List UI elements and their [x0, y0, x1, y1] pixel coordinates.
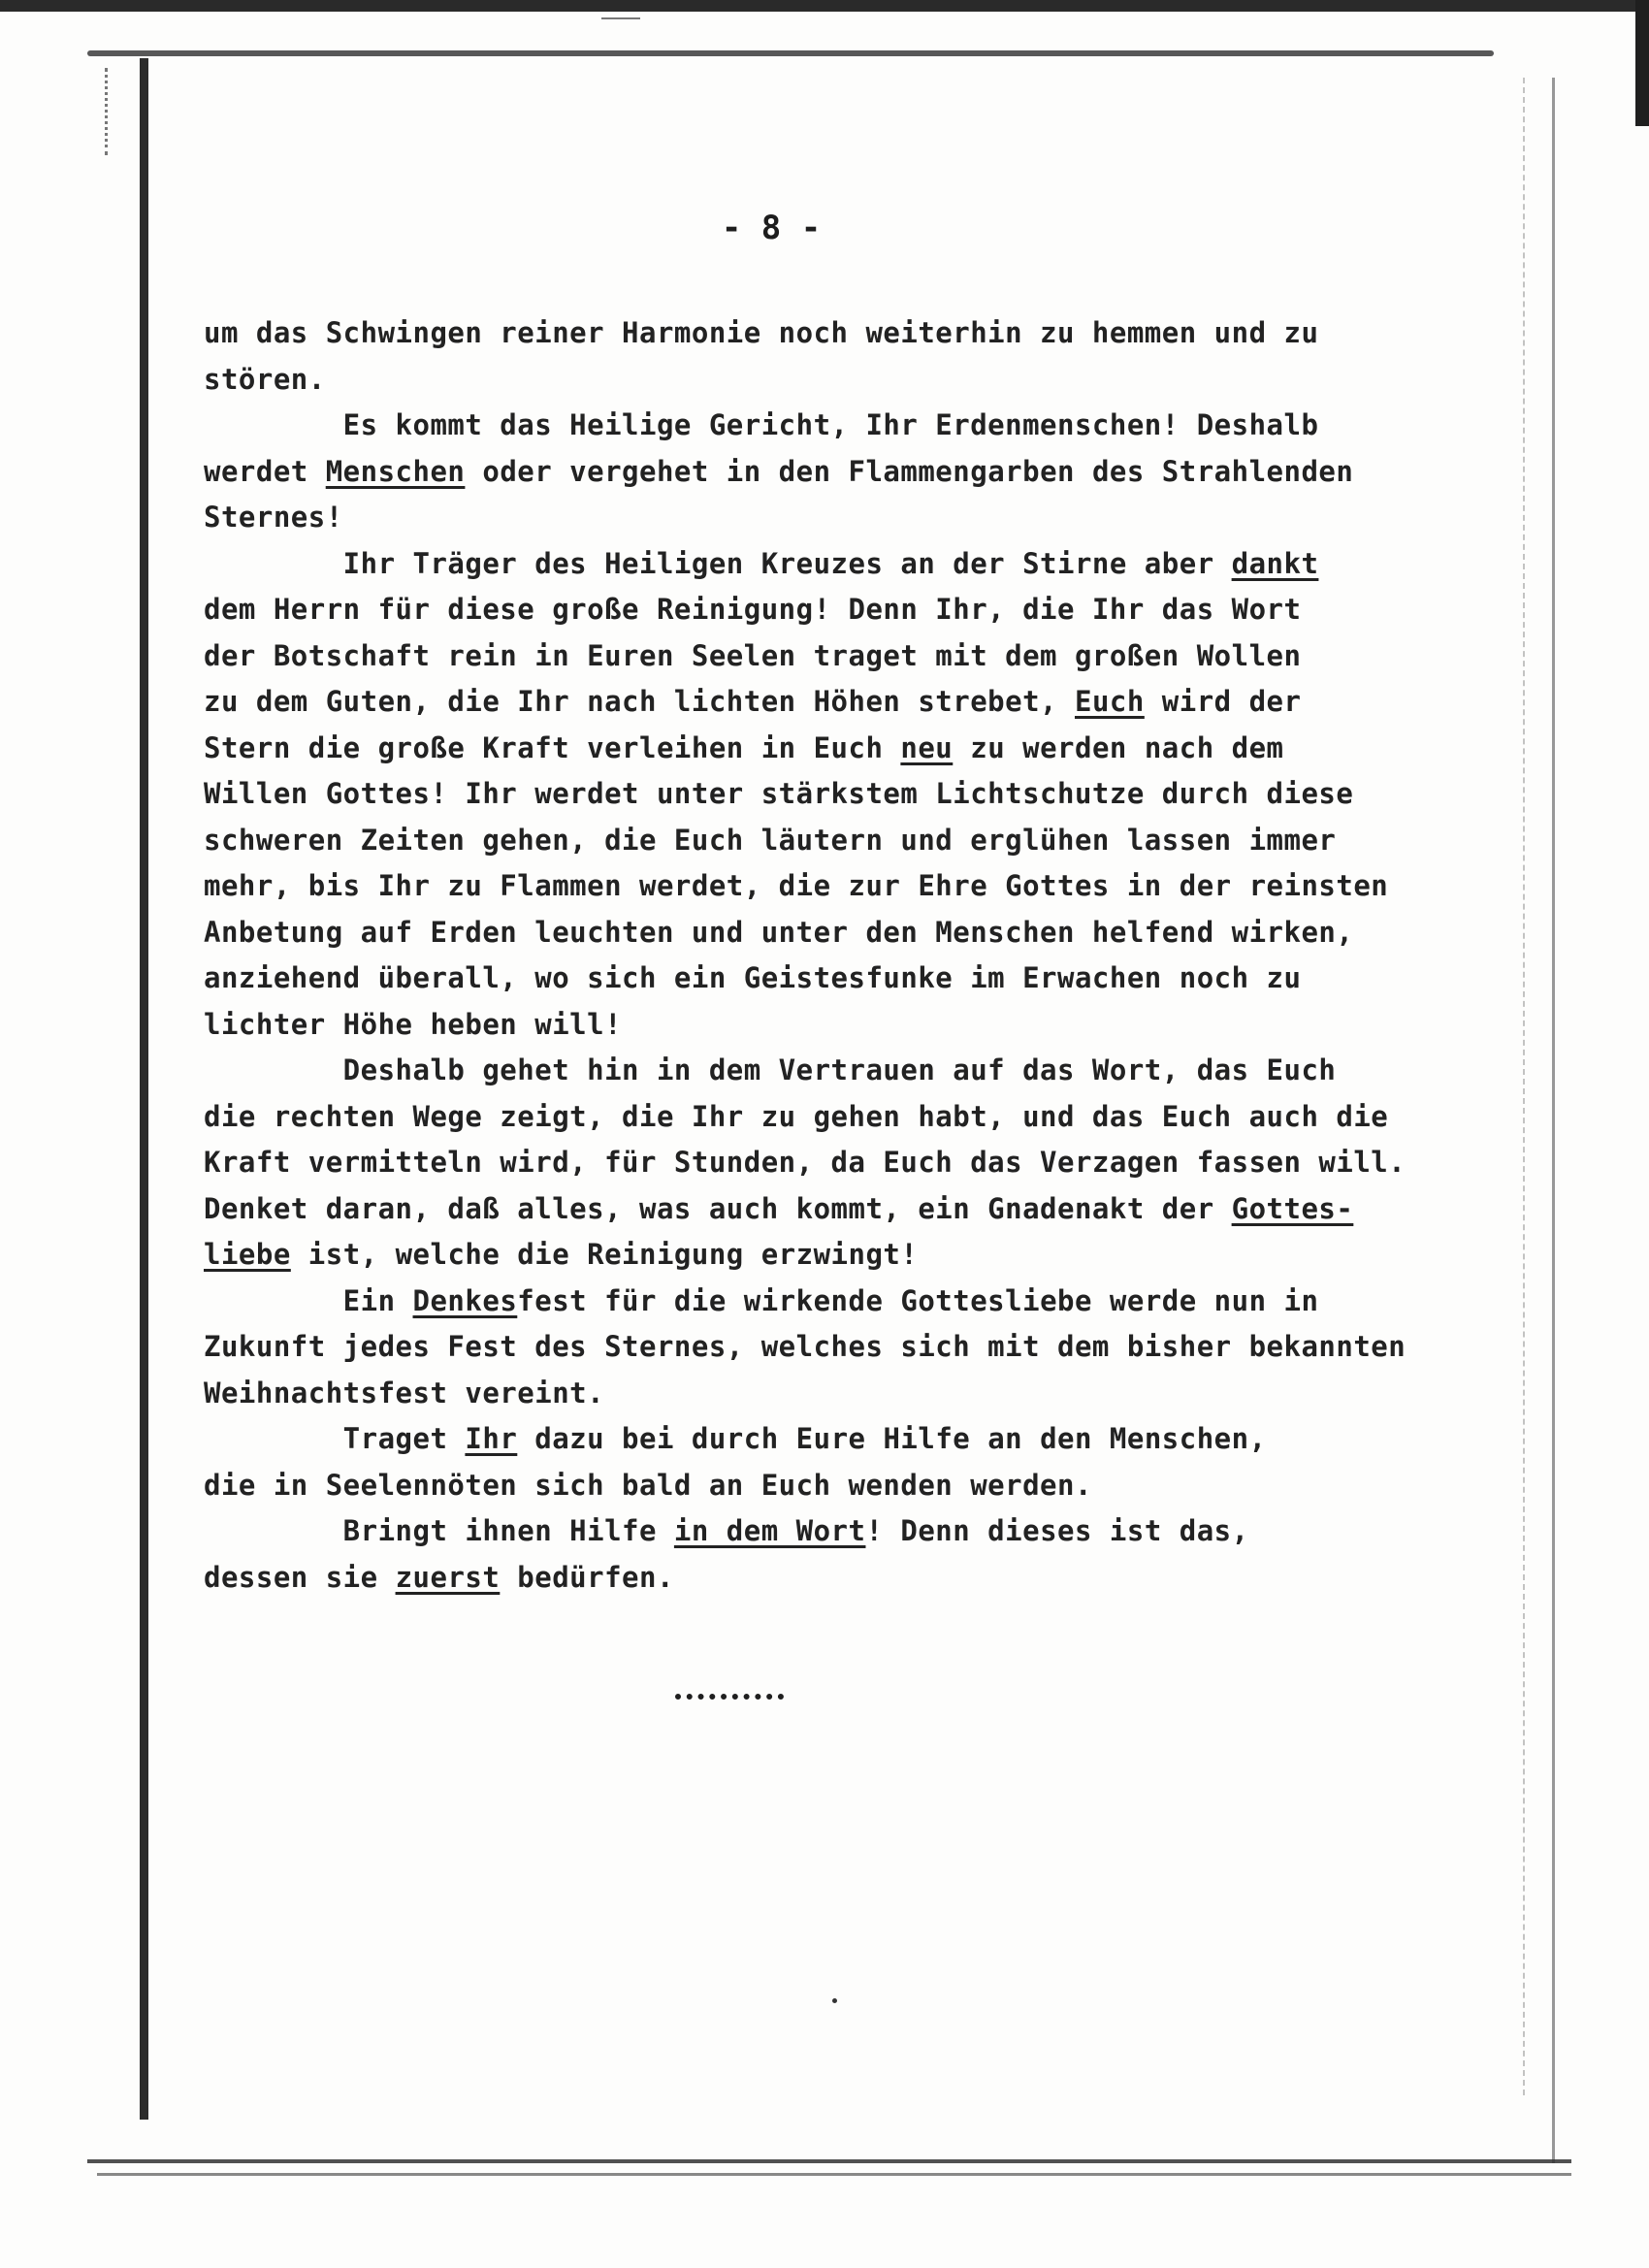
text-line: [204, 726, 1494, 772]
page-number: - 8 -: [721, 209, 822, 247]
text-segment: stören.: [204, 362, 326, 396]
text-segment: zu werden nach dem: [953, 730, 1284, 764]
text-segment: Weihnachtsfest vereint.: [204, 1376, 605, 1409]
text-segment: lichter Höhe heben will!: [204, 1007, 623, 1041]
underlined-word: zuerst: [395, 1560, 501, 1594]
text-line: [204, 771, 1494, 818]
text-line: [204, 1371, 1494, 1417]
text-line: [204, 1048, 1494, 1094]
typewritten-body: [204, 310, 1494, 1601]
text-segment: dazu bei durch Eure Hilfe an den Menschen,: [517, 1422, 1267, 1455]
text-line: [204, 403, 1494, 449]
text-line: [204, 541, 1494, 588]
text-segment: Willen Gottes! Ihr werdet unter stärkstem Lichtschutze durch diese: [204, 777, 1354, 810]
scan-edge-top: [0, 0, 1649, 12]
text-line: [204, 1555, 1494, 1602]
scan-edge-right: [1635, 0, 1649, 126]
text-line: [204, 863, 1494, 910]
text-segment: mehr, bis Ihr zu Flammen werdet, die zur Ehre Gottes in der reinsten: [204, 869, 1389, 902]
text-segment: Zukunft jedes Fest des Sternes, welches sich mit dem bisher bekannten: [204, 1330, 1406, 1363]
text-line: [204, 587, 1494, 633]
text-line: [204, 1279, 1494, 1325]
scan-border-left: [140, 58, 148, 2120]
text-segment: Ein: [204, 1283, 413, 1317]
text-line: [204, 495, 1494, 541]
text-line: [204, 1140, 1494, 1186]
text-segment: bedürfen.: [500, 1560, 674, 1594]
text-segment: um das Schwingen reiner Harmonie noch weiterhin zu hemmen und zu: [204, 316, 1319, 349]
text-segment: dessen sie: [204, 1560, 396, 1594]
text-segment: ! Denn dieses ist das,: [865, 1514, 1249, 1547]
text-line: [204, 1002, 1494, 1049]
text-line: [204, 818, 1494, 864]
text-segment: Bringt ihnen Hilfe: [204, 1514, 674, 1547]
text-line: [204, 1324, 1494, 1371]
underlined-word: dankt: [1231, 546, 1319, 580]
scan-border-right-faint: [1523, 78, 1531, 2095]
text-line: [204, 679, 1494, 726]
underlined-word: liebe: [204, 1238, 291, 1271]
scan-border-top: [87, 50, 1494, 56]
text-line: [204, 1463, 1494, 1509]
underlined-word: Euch: [1074, 685, 1145, 718]
scan-speck: [832, 1998, 837, 2003]
punch-marks: [105, 68, 113, 155]
text-line: [204, 1508, 1494, 1555]
text-line: [204, 1416, 1494, 1463]
text-segment: dem Herrn für diese große Reinigung! Denn Ihr, die Ihr das Wort: [204, 593, 1302, 626]
text-segment: Traget: [204, 1422, 466, 1455]
underlined-word: Denkes: [412, 1283, 518, 1317]
text-segment: anziehend überall, wo sich ein Geistesfunke im Erwachen noch zu: [204, 961, 1302, 994]
text-segment: Ihr Träger des Heiligen Kreuzes an der Stirne aber: [204, 546, 1232, 580]
scan-mark: [601, 17, 640, 19]
text-segment: Deshalb gehet hin in dem Vertrauen auf das Wort, das Euch: [204, 1053, 1337, 1086]
text-segment: oder vergehet in den Flammengarben des Strahlenden: [465, 454, 1354, 488]
text-line: [204, 633, 1494, 680]
text-segment: schweren Zeiten gehen, die Euch läutern und erglühen lassen immer: [204, 823, 1337, 857]
text-line: [204, 910, 1494, 956]
text-segment: Anbetung auf Erden leuchten und unter den Menschen helfend wirken,: [204, 915, 1354, 949]
underlined-word: in dem Wort: [673, 1514, 866, 1547]
underlined-word: Ihr: [465, 1422, 518, 1455]
text-segment: wird der: [1144, 685, 1302, 718]
text-segment: zu dem Guten, die Ihr nach lichten Höhen strebet,: [204, 685, 1075, 718]
text-segment: Sternes!: [204, 501, 343, 534]
text-line: [204, 310, 1494, 357]
text-segment: Denket daran, daß alles, was auch kommt, ein Gnadenakt der: [204, 1191, 1232, 1225]
scan-border-bottom: [87, 2159, 1571, 2163]
text-segment: werdet: [204, 454, 326, 488]
text-segment: die in Seelennöten sich bald an Euch wenden werden.: [204, 1468, 1092, 1502]
scan-border-right: [1552, 78, 1555, 2163]
text-segment: die rechten Wege zeigt, die Ihr zu gehen habt, und das Euch auch die: [204, 1099, 1389, 1133]
underlined-word: neu: [900, 730, 954, 764]
text-line: [204, 357, 1494, 404]
text-segment: der Botschaft rein in Euren Seelen traget mit dem großen Wollen: [204, 638, 1302, 672]
text-segment: ist, welche die Reinigung erzwingt!: [290, 1238, 919, 1271]
underlined-word: Menschen: [325, 454, 466, 488]
underlined-word: Gottes-: [1231, 1191, 1354, 1225]
text-line: [204, 1094, 1494, 1141]
text-line: [204, 449, 1494, 496]
closing-mark: [675, 1694, 784, 1707]
text-line: [204, 956, 1494, 1002]
text-segment: fest für die wirkende Gottesliebe werde nun in: [517, 1283, 1319, 1317]
text-line: [204, 1232, 1494, 1279]
text-segment: Stern die große Kraft verleihen in Euch: [204, 730, 901, 764]
text-segment: Kraft vermitteln wird, für Stunden, da Euch das Verzagen fassen will.: [204, 1146, 1406, 1179]
text-segment: Es kommt das Heilige Gericht, Ihr Erdenmenschen! Deshalb: [204, 408, 1319, 441]
text-line: [204, 1186, 1494, 1233]
scan-border-bottom-2: [97, 2173, 1571, 2176]
